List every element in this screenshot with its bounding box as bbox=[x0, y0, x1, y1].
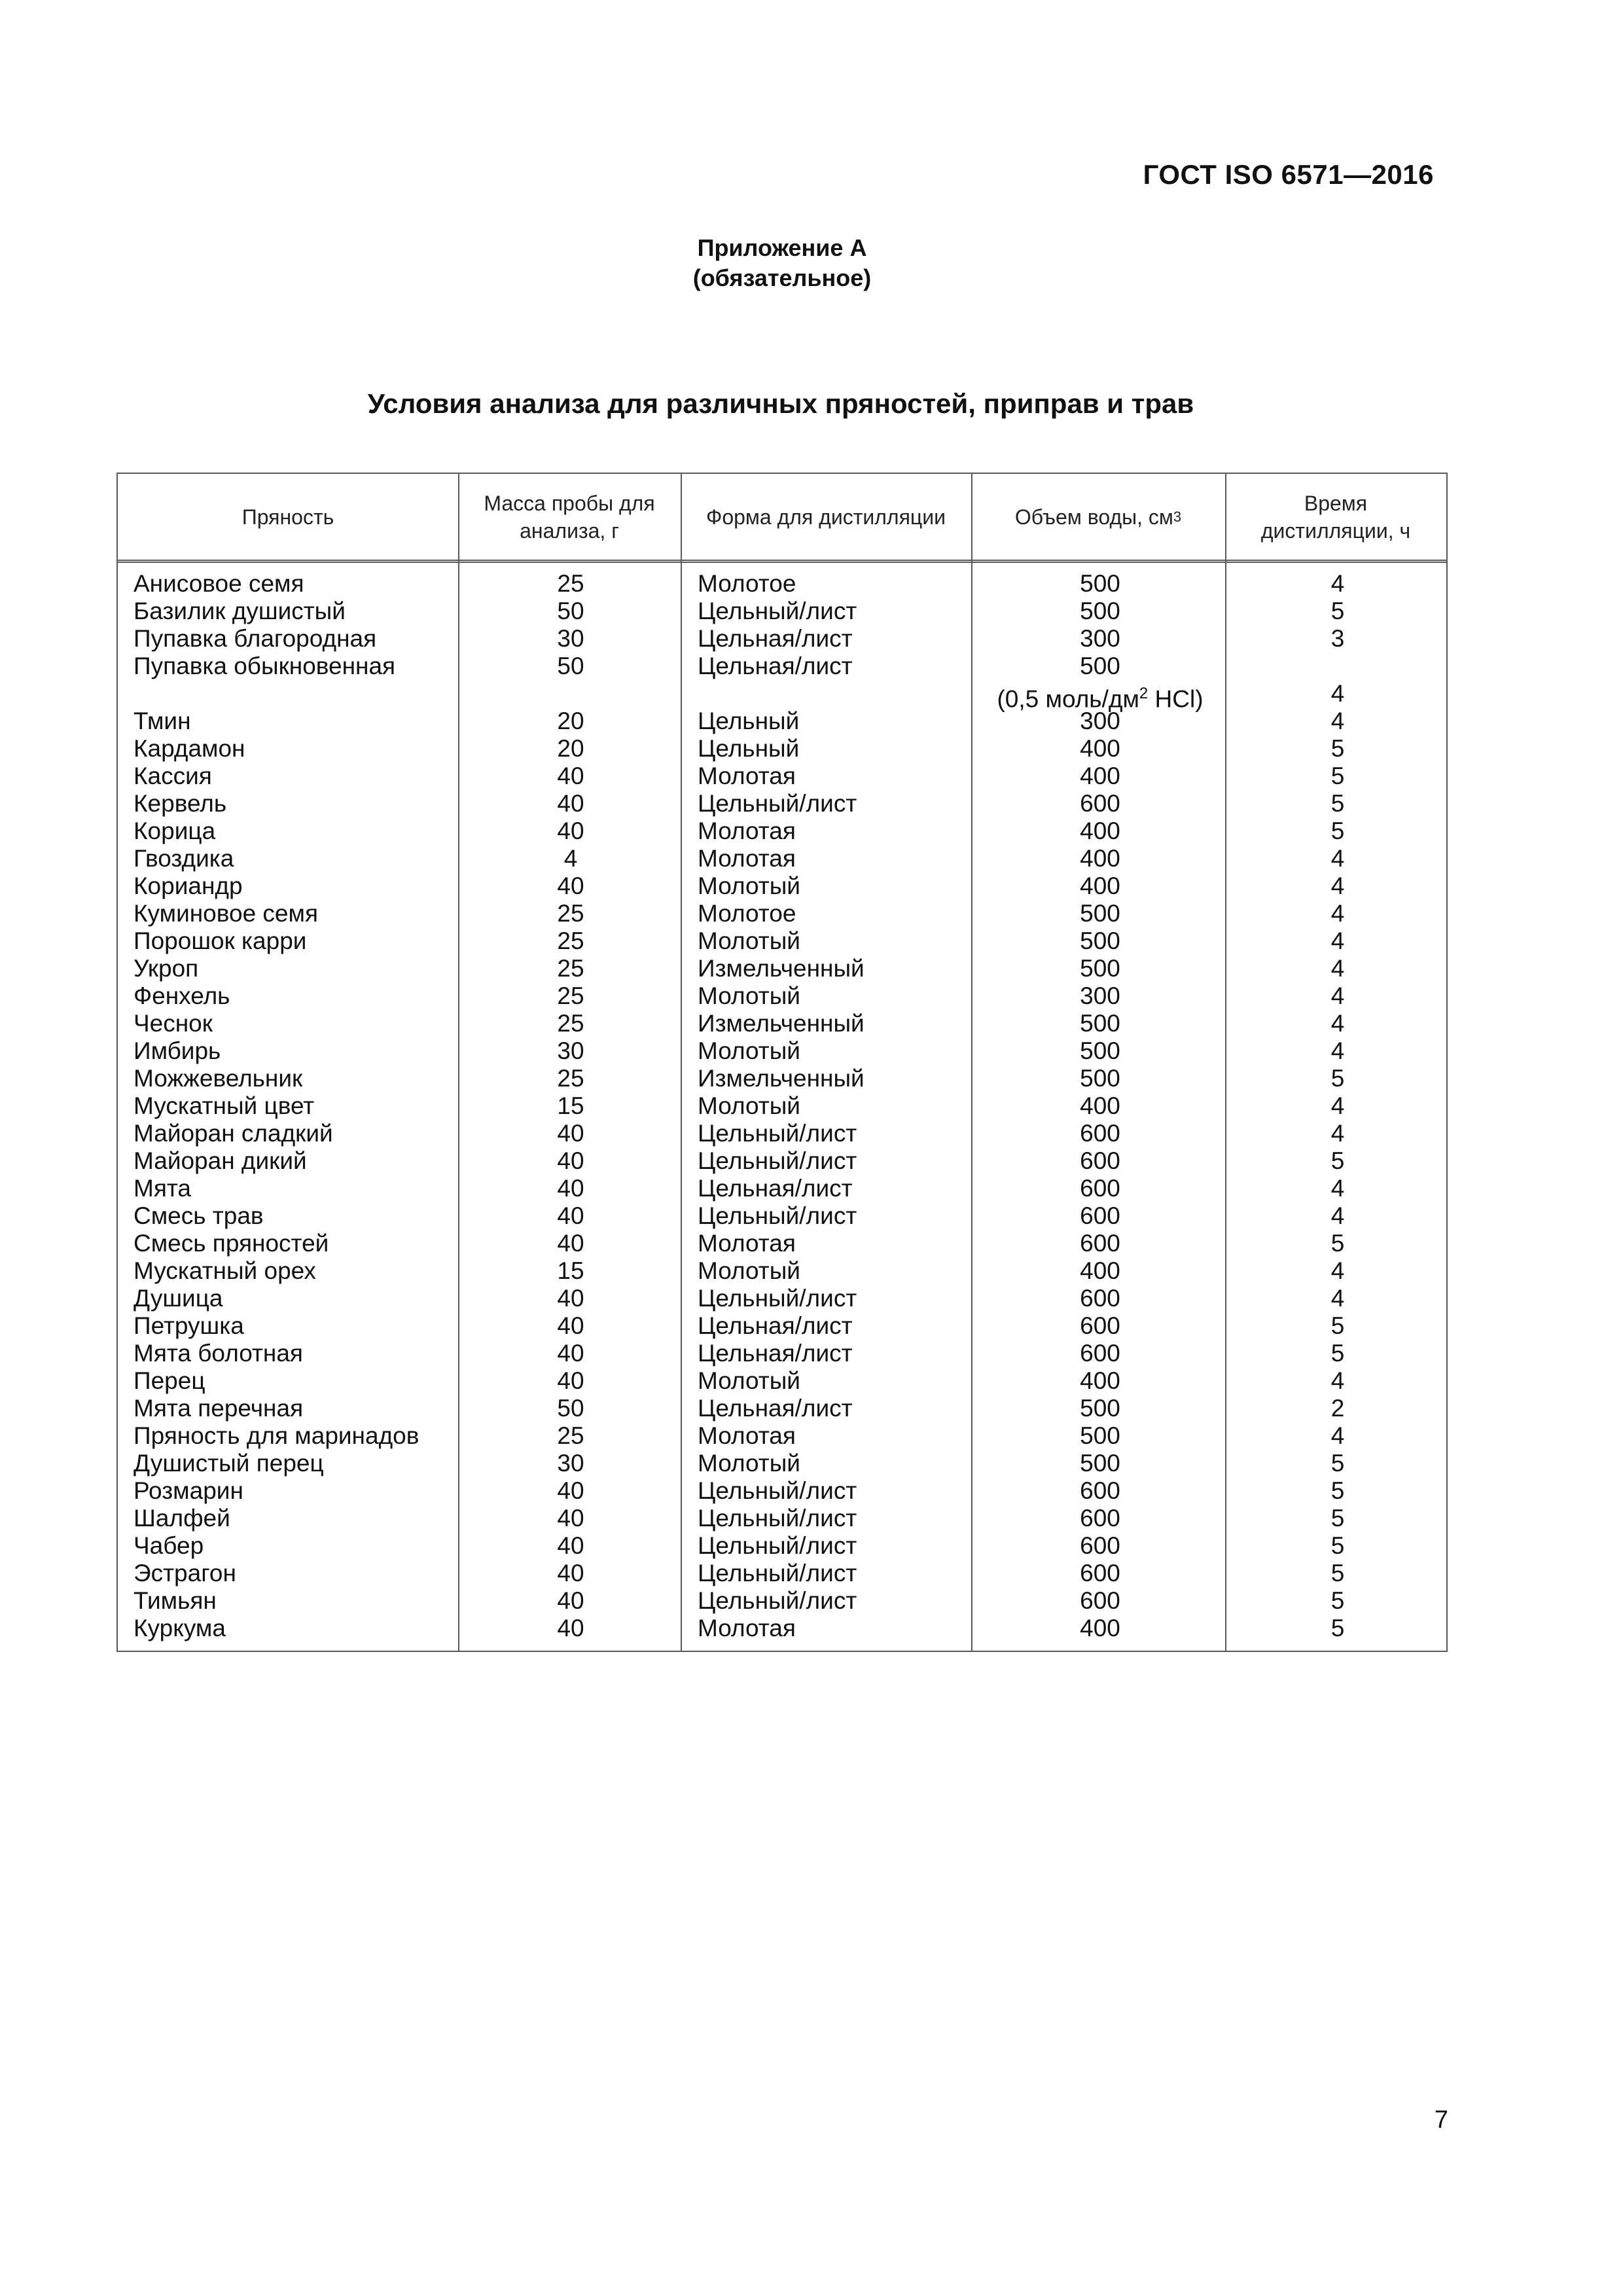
time-cell: 5 bbox=[1330, 1450, 1345, 1477]
page-number: 7 bbox=[1434, 2106, 1448, 2134]
spice-name-cell: Гвоздика bbox=[134, 845, 234, 872]
table-row bbox=[118, 955, 1446, 982]
spice-name-cell: Эстрагон bbox=[134, 1560, 236, 1587]
water-cell: 300 bbox=[1080, 982, 1120, 1009]
water-cell: 600 bbox=[1080, 790, 1120, 817]
water-cell: 400 bbox=[1080, 1615, 1120, 1641]
spice-name-cell: Корица bbox=[134, 817, 216, 844]
mass-cell: 40 bbox=[557, 1312, 584, 1339]
time-cell: 4 bbox=[1330, 708, 1345, 734]
mass-cell: 50 bbox=[557, 598, 584, 624]
mass-cell: 25 bbox=[557, 900, 584, 927]
water-cell: 400 bbox=[1080, 845, 1120, 872]
table-row bbox=[118, 1010, 1446, 1037]
water-cell: 600 bbox=[1080, 1532, 1120, 1559]
mass-cell: 25 bbox=[557, 1065, 584, 1092]
annex-label: Приложение А bbox=[697, 234, 867, 261]
header-time-label: Время дистилляции, ч bbox=[1260, 491, 1411, 543]
table-row bbox=[118, 1065, 1446, 1092]
water-cell: 500 bbox=[1080, 570, 1120, 597]
form-cell: Цельный/лист bbox=[698, 1532, 857, 1559]
water-cell: 400 bbox=[1080, 735, 1120, 762]
form-cell: Цельный bbox=[698, 735, 800, 762]
form-cell: Цельный/лист bbox=[698, 1477, 857, 1504]
spice-name-cell: Пряность для маринадов bbox=[134, 1422, 419, 1449]
table-row bbox=[118, 872, 1446, 900]
time-cell: 4 bbox=[1330, 927, 1345, 954]
time-cell: 4 bbox=[1330, 1257, 1345, 1284]
mass-cell: 50 bbox=[557, 1395, 584, 1422]
form-cell: Измельченный bbox=[698, 955, 865, 982]
form-cell: Цельный/лист bbox=[698, 1285, 857, 1312]
spice-name-cell: Петрушка bbox=[134, 1312, 244, 1339]
table-row bbox=[118, 1560, 1446, 1587]
spice-name-cell: Смесь трав bbox=[134, 1202, 264, 1229]
spice-name-cell: Тимьян bbox=[134, 1587, 217, 1614]
form-cell: Молотый bbox=[698, 1450, 800, 1477]
spice-name-cell: Можжевельник bbox=[134, 1065, 303, 1092]
time-cell: 2 bbox=[1330, 1395, 1345, 1422]
water-cell: 600 bbox=[1080, 1560, 1120, 1587]
water-cell: 600 bbox=[1080, 1587, 1120, 1614]
time-cell: 5 bbox=[1330, 1147, 1345, 1174]
form-cell: Молотая bbox=[698, 762, 796, 789]
water-cell: 500 bbox=[1080, 1037, 1120, 1064]
table-row bbox=[118, 1422, 1446, 1450]
spice-name-cell: Мускатный орех bbox=[134, 1257, 316, 1284]
header-water bbox=[971, 474, 1225, 560]
spice-name-cell: Майоран сладкий bbox=[134, 1120, 333, 1147]
water-cell: 600 bbox=[1080, 1312, 1120, 1339]
mass-cell: 40 bbox=[557, 1202, 584, 1229]
water-cell: 600 bbox=[1080, 1477, 1120, 1504]
water-cell: 500 bbox=[1080, 1010, 1120, 1037]
mass-cell: 30 bbox=[557, 1037, 584, 1064]
form-cell: Цельный/лист bbox=[698, 598, 857, 624]
water-cell: 300 bbox=[1080, 625, 1120, 652]
form-cell: Цельный/лист bbox=[698, 790, 857, 817]
water-cell: 600 bbox=[1080, 1147, 1120, 1174]
time-cell: 5 bbox=[1330, 1065, 1345, 1092]
header-water-label: Объем воды, см bbox=[1014, 505, 1173, 529]
water-cell: 600 bbox=[1080, 1340, 1120, 1367]
standard-header: ГОСТ ISO 6571—2016 bbox=[1143, 159, 1434, 190]
header-water-sup: 3 bbox=[1173, 508, 1182, 525]
mass-cell: 40 bbox=[557, 790, 584, 817]
mass-cell: 40 bbox=[557, 1477, 584, 1504]
table-row bbox=[118, 1147, 1446, 1175]
spice-name-cell: Душистый перец bbox=[134, 1450, 324, 1477]
annex-heading bbox=[0, 233, 1564, 293]
mass-cell: 40 bbox=[557, 1285, 584, 1312]
mass-cell: 50 bbox=[557, 653, 584, 679]
spice-conditions-table bbox=[116, 473, 1448, 1652]
time-cell: 4 bbox=[1330, 1010, 1345, 1037]
water-cell: 500 bbox=[1080, 1450, 1120, 1477]
form-cell: Измельченный bbox=[698, 1065, 865, 1092]
header-separator bbox=[118, 560, 1446, 563]
mass-cell: 40 bbox=[557, 1615, 584, 1641]
mass-cell: 25 bbox=[557, 982, 584, 1009]
water-cell: 400 bbox=[1080, 762, 1120, 789]
spice-name-cell: Куркума bbox=[134, 1615, 226, 1641]
form-cell: Молотая bbox=[698, 817, 796, 844]
form-cell: Молотая bbox=[698, 845, 796, 872]
time-cell: 5 bbox=[1330, 762, 1345, 789]
water-note: (0,5 моль/$дм^2$ HCl) bbox=[997, 685, 1204, 713]
water-cell: 500 bbox=[1080, 955, 1120, 982]
spice-name-cell: Пупавка благородная bbox=[134, 625, 377, 652]
mass-cell: 40 bbox=[557, 1532, 584, 1559]
mass-cell: 40 bbox=[557, 1340, 584, 1367]
spice-name-cell: Мускатный цвет bbox=[134, 1092, 315, 1119]
spice-name-cell: Чабер bbox=[134, 1532, 204, 1559]
time-cell: 4 bbox=[1330, 872, 1345, 899]
mass-cell: 40 bbox=[557, 1367, 584, 1394]
time-cell: 4 bbox=[1330, 900, 1345, 927]
time-cell: 5 bbox=[1330, 1340, 1345, 1367]
time-cell: 5 bbox=[1330, 735, 1345, 762]
spice-name-cell: Розмарин bbox=[134, 1477, 243, 1504]
table-row bbox=[118, 1092, 1446, 1120]
water-cell: 500 bbox=[1080, 1065, 1120, 1092]
mass-cell: 40 bbox=[557, 817, 584, 844]
spice-name-cell: Смесь пряностей bbox=[134, 1230, 329, 1257]
table-row bbox=[118, 1285, 1446, 1312]
time-cell: 4 bbox=[1330, 570, 1345, 597]
time-cell: 4 bbox=[1330, 1037, 1345, 1064]
spice-name-cell: Майоран дикий bbox=[134, 1147, 307, 1174]
mass-cell: 40 bbox=[557, 872, 584, 899]
mass-cell: 30 bbox=[557, 625, 584, 652]
table-row bbox=[118, 653, 1446, 713]
spice-name-cell: Мята перечная bbox=[134, 1395, 304, 1422]
spice-name-cell: Пупавка обыкновенная bbox=[134, 653, 396, 679]
water-cell: 500 bbox=[1080, 927, 1120, 954]
spice-name-cell: Кориандр bbox=[134, 872, 243, 899]
spice-name-cell: Шалфей bbox=[134, 1505, 230, 1532]
form-cell: Молотый bbox=[698, 1257, 800, 1284]
table-row bbox=[118, 1505, 1446, 1532]
table-row bbox=[118, 735, 1446, 762]
water-cell: 600 bbox=[1080, 1202, 1120, 1229]
mass-cell: 25 bbox=[557, 1422, 584, 1449]
table-row bbox=[118, 708, 1446, 735]
time-cell: 5 bbox=[1330, 1477, 1345, 1504]
water-cell: 600 bbox=[1080, 1505, 1120, 1532]
table-row bbox=[118, 1450, 1446, 1477]
table-row bbox=[118, 762, 1446, 790]
water-value: 500 bbox=[1080, 653, 1120, 679]
form-cell: Цельный/лист bbox=[698, 1560, 857, 1587]
time-cell: 4 bbox=[1330, 955, 1345, 982]
water-cell: 400 bbox=[1080, 872, 1120, 899]
water-cell: 500 bbox=[1080, 1422, 1120, 1449]
form-cell: Цельная/лист bbox=[698, 625, 853, 652]
time-cell: 5 bbox=[1330, 1532, 1345, 1559]
table-row bbox=[118, 1587, 1446, 1615]
form-cell: Цельная/лист bbox=[698, 653, 853, 679]
time-cell: 5 bbox=[1330, 1615, 1345, 1641]
form-cell: Молотое bbox=[698, 900, 796, 927]
spice-name-cell: Душица bbox=[134, 1285, 223, 1312]
spice-name-cell: Мята bbox=[134, 1175, 191, 1202]
water-cell: 500 bbox=[1080, 900, 1120, 927]
mass-cell: 40 bbox=[557, 1230, 584, 1257]
time-cell: 5 bbox=[1330, 598, 1345, 624]
mass-cell: 25 bbox=[557, 927, 584, 954]
header-mass: Масса пробы для анализа, г bbox=[484, 491, 655, 543]
table-row bbox=[118, 790, 1446, 817]
table-row bbox=[118, 1120, 1446, 1147]
time-cell: 4 bbox=[1330, 1092, 1345, 1119]
header-time bbox=[1225, 474, 1446, 560]
water-cell: 600 bbox=[1080, 1120, 1120, 1147]
time-cell: 5 bbox=[1330, 1587, 1345, 1614]
time-cell: 3 bbox=[1330, 625, 1345, 652]
table-row bbox=[118, 1037, 1446, 1065]
water-cell: 300 bbox=[1080, 708, 1120, 734]
table-row bbox=[118, 570, 1446, 598]
table-row bbox=[118, 1615, 1446, 1642]
time-cell: 5 bbox=[1330, 1505, 1345, 1532]
water-cell bbox=[973, 653, 1227, 713]
spice-name-cell: Имбирь bbox=[134, 1037, 221, 1064]
form-cell: Цельная/лист bbox=[698, 1395, 853, 1422]
mass-cell: 30 bbox=[557, 1450, 584, 1477]
form-cell: Цельный bbox=[698, 708, 800, 734]
form-cell: Молотый bbox=[698, 1367, 800, 1394]
time-cell: 4 bbox=[1330, 1285, 1345, 1312]
form-cell: Молотая bbox=[698, 1230, 796, 1257]
form-cell: Молотая bbox=[698, 1615, 796, 1641]
water-cell: 600 bbox=[1080, 1285, 1120, 1312]
mass-cell: 15 bbox=[557, 1257, 584, 1284]
water-cell: 600 bbox=[1080, 1230, 1120, 1257]
table-body bbox=[118, 570, 1446, 1642]
time-cell: 4 bbox=[1330, 680, 1345, 707]
table-row bbox=[118, 1175, 1446, 1202]
table-row bbox=[118, 1477, 1446, 1505]
mass-cell: 25 bbox=[557, 1010, 584, 1037]
spice-name-cell: Мята болотная bbox=[134, 1340, 303, 1367]
spice-name-cell: Перец bbox=[134, 1367, 205, 1394]
time-cell: 4 bbox=[1330, 982, 1345, 1009]
form-cell: Молотое bbox=[698, 570, 796, 597]
header-spice: Пряность bbox=[241, 505, 334, 529]
water-cell: 400 bbox=[1080, 1257, 1120, 1284]
mass-cell: 40 bbox=[557, 1587, 584, 1614]
spice-name-cell: Кардамон bbox=[134, 735, 245, 762]
form-cell: Цельная/лист bbox=[698, 1175, 853, 1202]
form-cell: Молотый bbox=[698, 982, 800, 1009]
table-row bbox=[118, 1312, 1446, 1340]
mass-cell: 40 bbox=[557, 1147, 584, 1174]
table-row bbox=[118, 1367, 1446, 1395]
mass-cell: 20 bbox=[557, 708, 584, 734]
spice-name-cell: Тмин bbox=[134, 708, 191, 734]
mass-cell: 40 bbox=[557, 762, 584, 789]
spice-name-cell: Базилик душистый bbox=[134, 598, 346, 624]
time-cell: 4 bbox=[1330, 1367, 1345, 1394]
form-cell: Цельный/лист bbox=[698, 1587, 857, 1614]
mass-cell: 40 bbox=[557, 1120, 584, 1147]
annex-status: (обязательное) bbox=[692, 264, 872, 291]
spice-name-cell: Чеснок bbox=[134, 1010, 213, 1037]
form-cell: Цельная/лист bbox=[698, 1312, 853, 1339]
table-row bbox=[118, 817, 1446, 845]
mass-cell: 15 bbox=[557, 1092, 584, 1119]
table-row bbox=[118, 845, 1446, 872]
water-cell: 500 bbox=[1080, 1395, 1120, 1422]
time-cell: 4 bbox=[1330, 845, 1345, 872]
mass-cell: 40 bbox=[557, 1175, 584, 1202]
time-cell: 5 bbox=[1330, 1230, 1345, 1257]
water-cell: 400 bbox=[1080, 1092, 1120, 1119]
form-cell: Молотый bbox=[698, 1092, 800, 1119]
table-row bbox=[118, 1532, 1446, 1560]
time-cell: 4 bbox=[1330, 1202, 1345, 1229]
form-cell: Молотый bbox=[698, 1037, 800, 1064]
table-row bbox=[118, 1340, 1446, 1367]
time-cell: 5 bbox=[1330, 790, 1345, 817]
water-cell: 400 bbox=[1080, 817, 1120, 844]
form-cell: Молотая bbox=[698, 1422, 796, 1449]
spice-name-cell: Анисовое семя bbox=[134, 570, 304, 597]
form-cell: Цельная/лист bbox=[698, 1340, 853, 1367]
table-row bbox=[118, 625, 1446, 653]
table-row bbox=[118, 900, 1446, 927]
table-row bbox=[118, 1395, 1446, 1422]
table-row bbox=[118, 1202, 1446, 1230]
mass-cell: 25 bbox=[557, 570, 584, 597]
time-cell: 4 bbox=[1330, 1120, 1345, 1147]
water-cell: 500 bbox=[1080, 598, 1120, 624]
form-cell: Цельный/лист bbox=[698, 1202, 857, 1229]
document-title: Условия анализа для различных пряностей, приправ и трав bbox=[367, 388, 1194, 419]
table-row bbox=[118, 1257, 1446, 1285]
time-cell: 5 bbox=[1330, 1312, 1345, 1339]
spice-name-cell: Укроп bbox=[134, 955, 199, 982]
spice-name-cell: Кервель bbox=[134, 790, 227, 817]
table-row bbox=[118, 982, 1446, 1010]
time-cell: 5 bbox=[1330, 817, 1345, 844]
time-cell: 5 bbox=[1330, 1560, 1345, 1587]
table-row bbox=[118, 598, 1446, 625]
table-row bbox=[118, 927, 1446, 955]
mass-cell: 40 bbox=[557, 1505, 584, 1532]
form-cell: Цельный/лист bbox=[698, 1147, 857, 1174]
spice-name-cell: Куминовое семя bbox=[134, 900, 318, 927]
time-cell: 4 bbox=[1330, 1175, 1345, 1202]
mass-cell: 40 bbox=[557, 1560, 584, 1587]
form-cell: Молотый bbox=[698, 872, 800, 899]
spice-name-cell: Фенхель bbox=[134, 982, 230, 1009]
mass-cell: 20 bbox=[557, 735, 584, 762]
water-cell: 600 bbox=[1080, 1175, 1120, 1202]
mass-cell: 25 bbox=[557, 955, 584, 982]
form-cell: Цельный/лист bbox=[698, 1505, 857, 1532]
form-cell: Измельченный bbox=[698, 1010, 865, 1037]
water-cell: 400 bbox=[1080, 1367, 1120, 1394]
spice-name-cell: Порошок карри bbox=[134, 927, 307, 954]
form-cell: Молотый bbox=[698, 927, 800, 954]
form-cell: Цельный/лист bbox=[698, 1120, 857, 1147]
table-row bbox=[118, 1230, 1446, 1257]
spice-name-cell: Кассия bbox=[134, 762, 212, 789]
time-cell: 4 bbox=[1330, 1422, 1345, 1449]
header-form: Форма для дистилляции bbox=[706, 505, 946, 529]
mass-cell: 4 bbox=[563, 845, 578, 872]
